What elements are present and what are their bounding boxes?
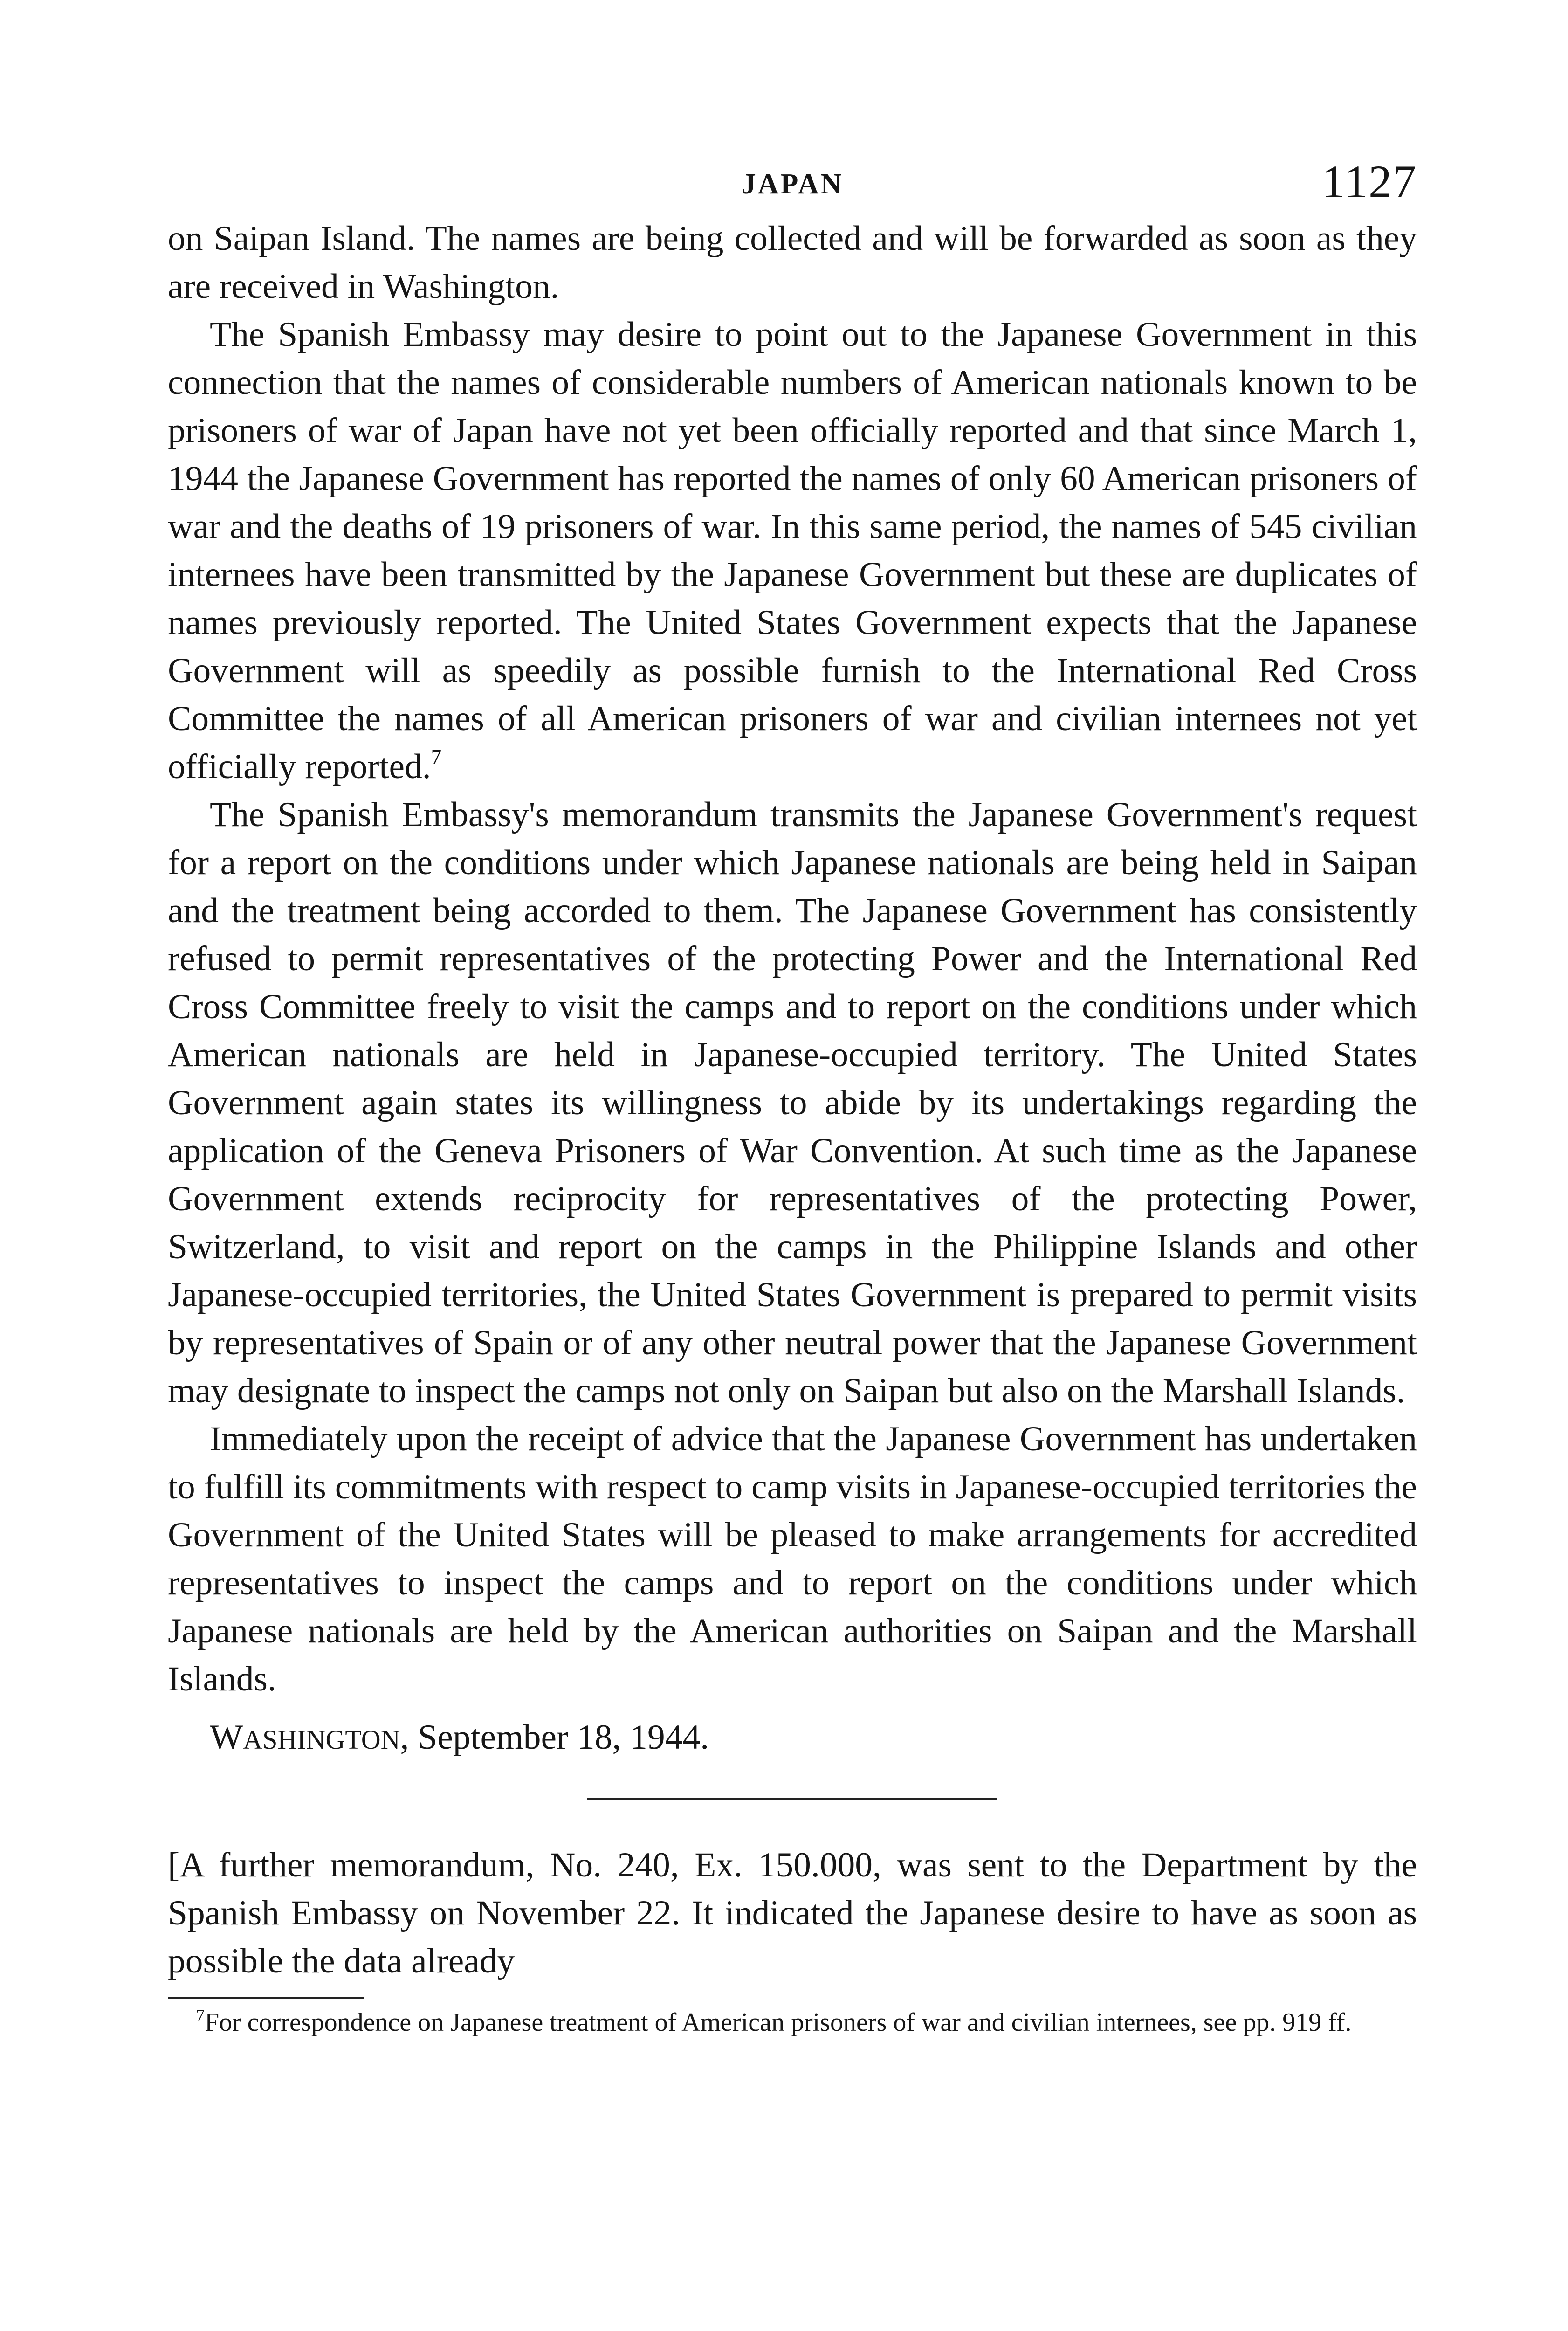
footnote-7 [168,2007,1417,2038]
page-number: 1127 [1321,156,1417,207]
paragraph-4: Immediately upon the receipt of advice that the Japanese Government has undertaken to fulfill its commitments with respect to camp visits in Japanese-occupied territories the Government of the United States will be pleased to make arrangements for accredited representatives to inspect the camps and to report on the conditions under which Japanese nationals are held by the American authorities on Saipan and the Marshall Islands. [168,1420,1417,1698]
signature-place-initial: W [210,1718,243,1757]
running-head-title: JAPAN [741,168,844,200]
footnote-divider [168,1997,364,1999]
paragraph-1: on Saipan Island. The names are being collected and will be forwarded as soon as they are received in Washington. [168,219,1417,306]
running-head [168,156,1417,214]
body-text [168,214,1417,1703]
footnote-ref-7: 7 [431,745,442,769]
signature-line [168,1713,1417,1764]
signature-place-rest: ASHINGTON [243,1724,400,1755]
document-page [168,156,1417,2038]
paragraph-2-text: The Spanish Embassy may desire to point out to the Japanese Government in this connection that the names of considerable numbers of American nationals known to be prisoners of war of Japan have not yet been officially reported and that since March 1, 1944 the Japanese Government has reported the names of only 60 American prisoners of war and the deaths of 19 prisoners of war. In this same period, the names of 545 civilian internees have been transmitted by the Japanese Government but these are duplicates of names previously reported. The United States Government expects that the Japanese Government will as speedily as possible furnish to the International Red Cross Committee the names of all American prisoners of war and civilian internees not yet officially reported. [168,315,1417,786]
paragraph-2 [168,310,1417,791]
editorial-note: [A further memorandum, No. 240, Ex. 150.000, was sent to the Department by the Spanish Embassy on November 22. It indicated the Japanese desire to have as soon as possible the data already [168,1846,1417,1980]
signature-date: , September 18, 1944. [400,1718,709,1757]
paragraph-3: The Spanish Embassy's memorandum transmits the Japanese Government's request for a report on the conditions under which Japanese nationals are being held in Saipan and the treatment being accorded to them. The Japanese Government has consistently refused to permit representatives of the protecting Power and the International Red Cross Committee freely to visit the camps and to report on the conditions under which American nationals are held in Japanese-occupied territory. The United States Government again states its willingness to abide by its undertakings regarding the application of the Geneva Prisoners of War Convention. At such time as the Japanese Government extends reciprocity for representatives of the protecting Power, Switzerland, to visit and report on the camps in the Philippine Islands and other Japanese-occupied territories, the United States Government is prepared to permit visits by representatives of Spain or of any other neutral power that the Japanese Government may designate to inspect the camps not only on Saipan but also on the Marshall Islands. [168,795,1417,1410]
section-divider [587,1798,997,1800]
footnote-text: For correspondence on Japanese treatment of American prisoners of war and civilian internees, see pp. 919 ff. [205,2008,1352,2037]
footnote-marker: 7 [196,2006,205,2026]
